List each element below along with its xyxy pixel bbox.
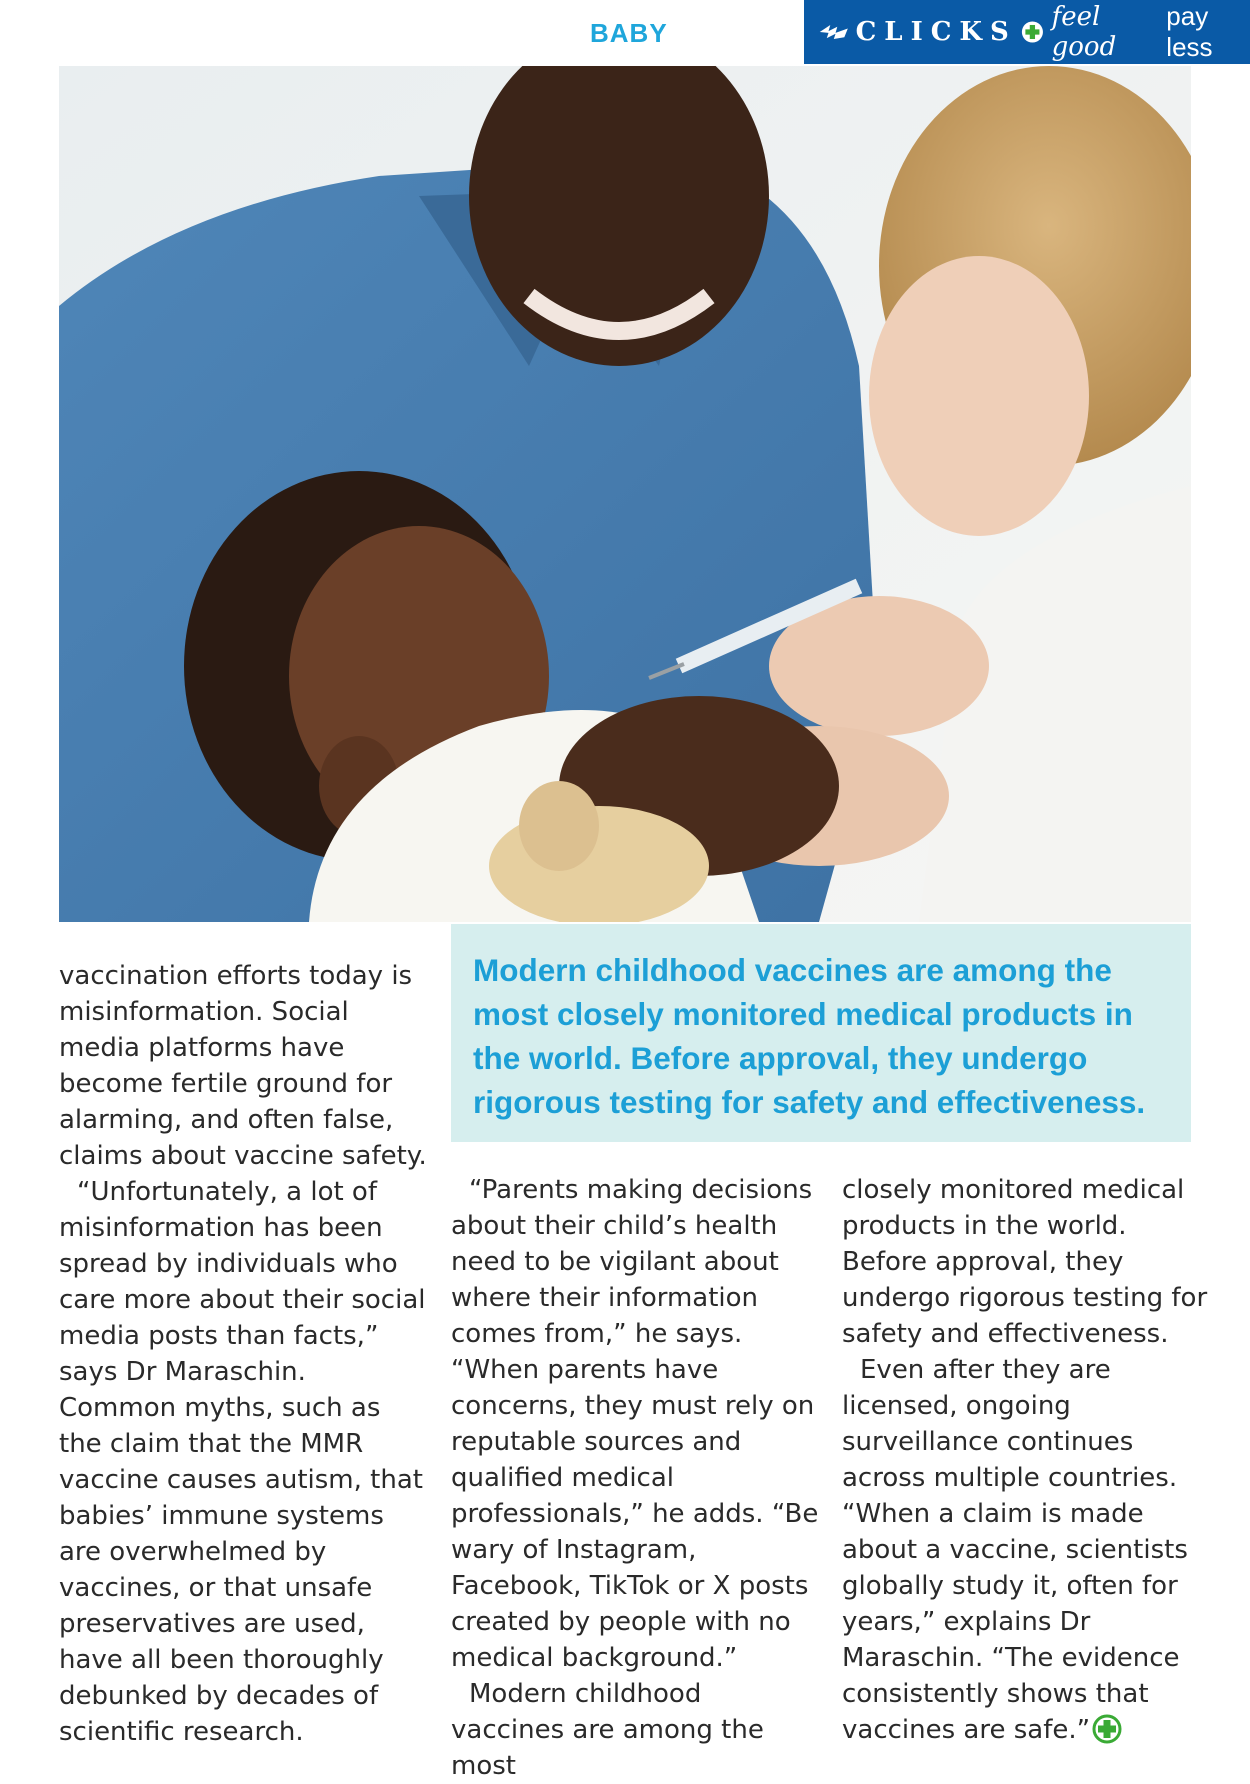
paragraph	[842, 1352, 1217, 1748]
paragraph: “Unfortunately, a lot of misinformation has been spread by individuals who care more about their social media posts than facts,” says Dr Maraschin. Common myths, such as the claim that the MMR vaccine causes autism, that babies’ immune systems are overwhelmed by vaccines, or that unsafe preservatives are used, have all been thoroughly debunked by decades of scientific research.	[59, 1177, 426, 1747]
paragraph: Modern childhood vaccines are among the most	[451, 1679, 764, 1781]
text-column-3	[842, 1172, 1217, 1748]
plus-circle-icon	[1021, 19, 1044, 45]
section-label: BABY	[590, 18, 668, 48]
clicks-logo-icon	[818, 20, 850, 44]
brand-name: CLICKS	[855, 17, 1017, 47]
clinic-vaccination-photo	[59, 66, 1191, 922]
tagline-plain: pay less	[1166, 1, 1213, 62]
text-column-1	[59, 958, 429, 1750]
pull-quote-text: Modern childhood vaccines are among the most closely monitored medical products in the world. Before approval, they undergo rigorous testing for safety and effectiveness.	[473, 952, 1146, 1120]
tagline-script: feel good	[1051, 2, 1117, 62]
text-column-2	[451, 1172, 821, 1784]
brand-banner	[804, 0, 1250, 64]
paragraph: closely monitored medical products in the world. Before approval, they undergo rigorous testing for safety and effectiveness.	[842, 1175, 1208, 1349]
paragraph: “Parents making decisions about their child’s health need to be vigilant about where their information comes from,” he says. “When parents have concerns, they must rely on reputable sources and qualified medical professionals,” he adds. “Be wary of Instagram, Facebook, TikTok or X posts created by people with no medical background.”	[451, 1175, 819, 1673]
paragraph-text: Even after they are licensed, ongoing surveillance continues across multiple countries. “When a claim is made about a vaccine, scientists globally study it, often for years,” explains Dr Maraschin. “The evidence consistently shows that vaccines are safe.”	[842, 1355, 1188, 1745]
paragraph: vaccination efforts today is misinformation. Social media platforms have become fertile ground for alarming, and often false, claims about vaccine safety.	[59, 961, 427, 1171]
pull-quote	[451, 924, 1191, 1142]
hero-photo	[59, 66, 1191, 922]
plus-circle-icon	[1092, 1714, 1122, 1744]
